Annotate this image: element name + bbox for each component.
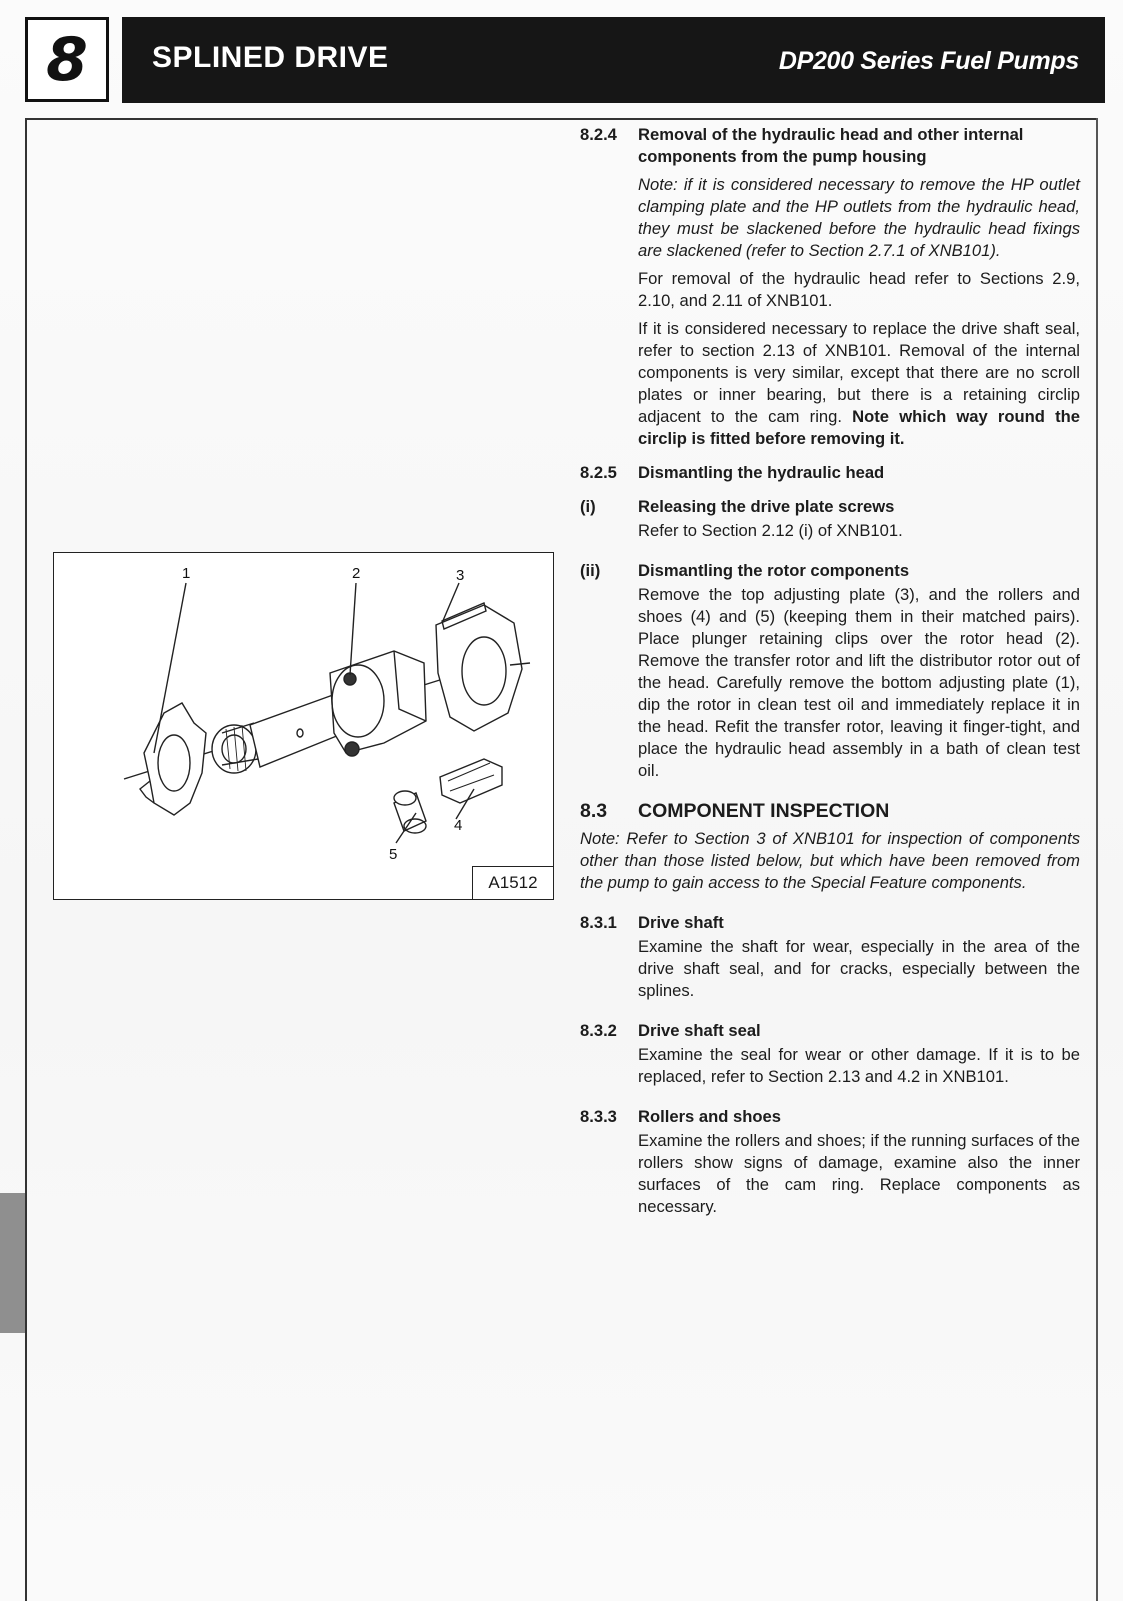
frame-top-rule	[25, 118, 1098, 120]
section-note: Note: Refer to Section 3 of XNB101 for inspection of components other than those listed below, but which have been removed from the pump to gain access to the Special Feature components.	[580, 829, 1080, 892]
chapter-number: 8	[46, 24, 88, 95]
section-heading: Rollers and shoes	[638, 1107, 781, 1126]
paragraph-bold-warning: Note which way round the circlip is fitted before removing it.	[638, 407, 1080, 448]
document-subtitle: DP200 Series Fuel Pumps	[778, 47, 1079, 75]
subsection-ii	[580, 560, 1080, 782]
subsection-heading: Releasing the drive plate screws	[638, 497, 895, 516]
section-note: Note: if it is considered necessary to remove the HP outlet clamping plate and the HP outlets from the hydraulic head, they must be slackened before the hydraulic head fixings are slackened (refer to Section 2.7.1 of XNB101).	[638, 175, 1080, 260]
section-number: 8.3.1	[580, 913, 617, 932]
section-heading: Removal of the hydraulic head and other internal components from the pump housing	[638, 125, 1024, 166]
section-8-3-3	[580, 1106, 1080, 1218]
section-heading: Dismantling the hydraulic head	[638, 463, 885, 482]
paragraph: Refer to Section 2.12 (i) of XNB101.	[638, 521, 903, 540]
section-8-2-5	[580, 462, 1080, 484]
section-number: 8.3	[580, 800, 608, 822]
section-number: 8.3.3	[580, 1107, 617, 1126]
section-8-3-2	[580, 1020, 1080, 1088]
chapter-number-box	[25, 17, 109, 102]
callout-5: 5	[389, 846, 398, 863]
paragraph	[638, 318, 1080, 450]
figure-code-label: A1512	[472, 866, 553, 899]
exploded-diagram-figure	[53, 552, 554, 900]
section-number: 8.2.4	[580, 125, 617, 144]
side-thumb-tab	[0, 1193, 25, 1333]
paragraph: Examine the shaft for wear, especially in the area of the drive shaft seal, and for cracks, especially between the splines.	[638, 937, 1080, 1000]
subsection-heading: Dismantling the rotor components	[638, 561, 910, 580]
page-title: SPLINED DRIVE	[152, 41, 389, 74]
callout-3: 3	[456, 567, 465, 584]
paragraph: Examine the seal for wear or other damage. If it is to be replaced, refer to Section 2.13 and 4.2 in XNB101.	[638, 1045, 1080, 1086]
section-8-3-heading	[580, 800, 1080, 822]
section-8-2-4	[580, 124, 1080, 450]
section-8-3-1	[580, 912, 1080, 1002]
main-text-column	[580, 124, 1080, 1218]
section-number: 8.3.2	[580, 1021, 617, 1040]
section-number: 8.2.5	[580, 463, 617, 482]
section-heading: COMPONENT INSPECTION	[638, 800, 890, 822]
rotor-exploded-drawing	[54, 553, 553, 899]
subsection-number: (i)	[580, 497, 596, 516]
section-heading: Drive shaft seal	[638, 1021, 761, 1040]
subsection-i	[580, 496, 1080, 542]
callout-1: 1	[182, 565, 191, 582]
subsection-number: (ii)	[580, 561, 601, 580]
header-bar	[122, 17, 1105, 103]
paragraph: For removal of the hydraulic head refer to Sections 2.9, 2.10, and 2.11 of XNB101.	[638, 269, 1080, 310]
callout-2: 2	[352, 565, 361, 582]
paragraph: Remove the top adjusting plate (3), and the rollers and shoes (4) and (5) (keeping them in their matched pairs). Place plunger retaining clips over the rotor head (2). Remove the transfer rotor and lift the distributor rotor out of the head. Carefully remove the bottom adjusting plate (1), dip the rotor in clean test oil and immediately replace it in the head. Refit the transfer rotor, leaving it finger-tight, and place the hydraulic head assembly in a bath of clean test oil.	[638, 585, 1080, 780]
paragraph-text: If it is considered necessary to replace the drive shaft seal, refer to section 2.13 of XNB101. Removal of the internal components is very similar, except that there are no scroll plates or inner bearing, but there is a retaining circlip adjacent to the cam ring.	[638, 319, 1080, 426]
section-heading: Drive shaft	[638, 913, 724, 932]
paragraph: Examine the rollers and shoes; if the running surfaces of the rollers show signs of damage, examine also the inner surfaces of the cam ring. Replace components as necessary.	[638, 1131, 1080, 1216]
frame-right-rule	[1096, 118, 1098, 1601]
frame-left-rule	[25, 118, 27, 1601]
callout-4: 4	[454, 817, 463, 834]
